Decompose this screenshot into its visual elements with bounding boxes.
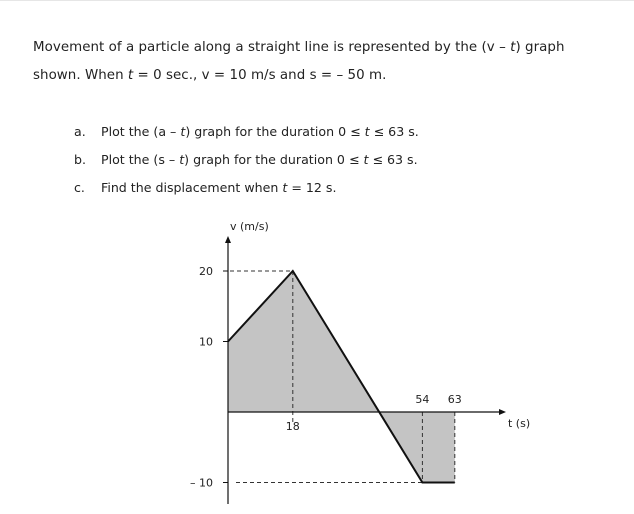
y-tick-label-0: 20	[199, 265, 213, 278]
t-axis-arrow	[499, 409, 506, 415]
x-axis-label: t (s)	[508, 417, 531, 430]
task-b-text: Plot the (s – t) graph for the duration 0 ≤ t ≤ 63 s.	[101, 152, 418, 167]
intro-line-2: shown. When t = 0 sec., v = 10 m/s and s = – 50 m.	[33, 68, 387, 83]
task-b-letter: b.	[74, 152, 86, 167]
v-axis-arrow	[225, 236, 231, 243]
task-c-text: Find the displacement when t = 12 s.	[101, 180, 337, 195]
task-c-letter: c.	[74, 180, 85, 195]
task-a-text: Plot the (a – t) graph for the duration 0 ≤ t ≤ 63 s.	[101, 124, 419, 139]
x-tick-label-2: 63	[447, 393, 462, 406]
x-tick-label-1: 54	[415, 393, 430, 406]
y-axis-label: v (m/s)	[230, 220, 269, 233]
intro-line-1: Movement of a particle along a straight line is represented by the (v – t) graph	[33, 40, 565, 55]
y-tick-label-1: 10	[199, 335, 213, 349]
positive-area	[228, 271, 379, 412]
x-tick-label-0: 18	[285, 420, 300, 433]
shaded-area-group	[228, 271, 455, 483]
task-a-letter: a.	[74, 124, 86, 139]
y-tick-label-2: – 10	[190, 476, 213, 490]
